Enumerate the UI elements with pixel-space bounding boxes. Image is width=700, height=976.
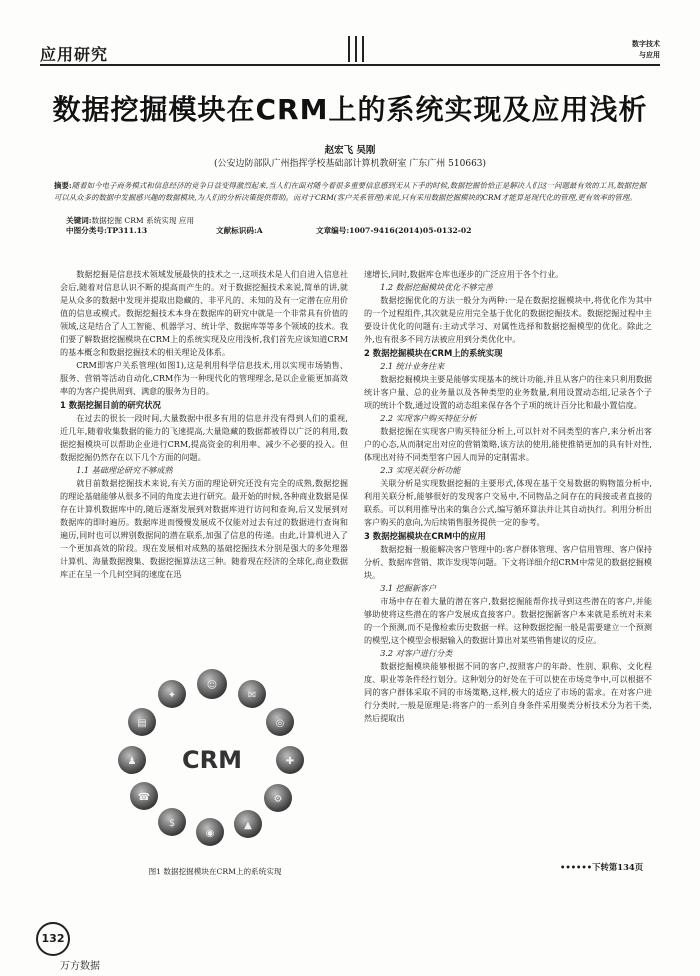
paragraph: 速增长,同时,数据库仓库也逐步的广泛应用于各个行业。 [364,269,564,279]
paragraph: 在过去的很长一段时间,大量数据中很多有用的信息并没有得到人们的重视,近几年,随着收集数据的能力的飞速提高,大量隐藏的数据都被得以广泛的利用,数据挖掘模块可以帮助企业进行CRM,提高资金的利用率、减少不必要的投入。但数据挖掘仍然存在以下几个方面的问题。 [60,413,348,462]
journal-logo-line2: 与应用 [639,50,660,59]
subsection-heading: 2.1 统计业务往来 [380,361,445,371]
page-number: 132 [36,922,70,956]
svg-text:◉: ◉ [205,828,215,839]
section-heading: 2 数据挖掘模块在CRM上的系统实现 [364,348,503,358]
svg-text:✦: ✦ [167,690,177,701]
classification-line [66,225,646,245]
abstract-text: 随着如今电子商务模式和信息经济的竞争日益变得激烈起来,当人们在面对随今着很多重要信息感到无从下手的时候,数据挖掘恰恰正是解决人们这一问题最有效的工具,数据挖掘可以从众多的数据中发掘感兴趣的数据模块,为人们的分析决策提供帮助。而对于CRM(客户关系管理)来说,只有采用数据挖掘模块的CRM才能算是现代化的管理,更有效率的管理。 [54,181,646,202]
paragraph: 就目前数据挖掘技术来说,有关方面的理论研究还没有完全的成熟,数据挖掘的理论基础能够从很多不同的角度去进行研究。最开始的时候,各种商业数据是保存在计算机数据库中的,随后逐渐发展到对数据库进行访问和查询,后又发展到对数据库的即时遍历。数据库进而慢慢发展成不仅能对过去有过的数据进行查询和遍历,同时也可以辨别数据间的潜在联系,加强了信息的传递。由此,计算机进入了一个更加高效的阶段。现在发展相对成熟的基础挖掘技术分别是强大的多处理器计算机、海量数据搜集、数据挖掘算法这三种。随着现在经济的全球化,商业数据库正在呈一个几何空间的速度在迅 [60,478,348,579]
subsection-heading: 1.2 数据挖掘模块优化不够完善 [380,282,493,292]
subsection-heading: 1.1 基础理论研究不够成熟 [76,465,173,475]
paragraph: 数据挖掘优化的方法一般分为两种:一是在数据挖掘模块中,将优化作为其中的一个过程组件,其次就是应用完全基于优化的数据挖掘技术。数据挖掘过程中主要设计优化的问题有:主动式学习、对属性选择和数据挖掘模型的优化。除此之外,也有很多不同方法被应用到分类优化中。 [364,295,652,344]
abstract [54,180,646,203]
svg-text:◎: ◎ [275,718,285,729]
abstract-label: 摘要: [54,181,72,190]
subsection-heading: 3.2 对客户进行分类 [380,648,453,658]
svg-text:♟: ♟ [127,756,137,767]
crm-center-label: CRM [182,746,242,774]
clc-number: 中图分类号:TP311.13 [66,226,148,235]
svg-text:▲: ▲ [244,820,252,831]
paragraph: 数据挖掘在实现客户购买特征分析上,可以针对不同类型的客户,来分析出客户的心态,从而制定出对应的营销策略,该方法的使用,能使推销更加的具有针对性,体现出对待不同类型客户因人而异的定制需求。 [364,426,652,462]
header-bars-ornament [348,36,364,62]
subsection-heading: 3.1 挖掘新客户 [380,583,437,593]
section-name: 应用研究 [40,45,109,64]
paragraph: 数据挖掘模块能够根据不同的客户,按照客户的年龄、性别、职称、文化程度、职业等条件经行划分。这种划分的好处在于可以使在市场竞争中,可以根据不同的客户群体采取不同的市场策略,这样,极大的适应了市场的需求。在对客户进行分类时,一般是原理是:将客户的一系列自身条件采用聚类分析技术分为若干类,然后提取出 [364,661,652,723]
paragraph: 数据挖掘一般能解决客户管理中的:客户群体管理、客户信用管理、客户保持分析、数据库营销、欺诈发现等问题。下文将详细介绍CRM中常见的数据挖掘模块。 [364,544,652,580]
paragraph: CRM即客户关系管理(如图1),这是利用科学信息技术,用以实现市场销售、服务、营销等活动自动化,CRM作为一种现代化的管理理念,是以企业能更加高效率的为客户提供周到、满意的服务为目的。 [60,360,348,396]
subsection-heading: 2.3 实现关联分析功能 [380,465,461,475]
figure-caption: 图1 数据挖掘模块在CRM上的系统实现 [148,867,282,876]
authors: 赵宏飞 吴刚 [324,145,376,156]
subsection-heading: 2.2 实现客户购买特征分析 [380,413,477,423]
database-watermark: 万方数据 [60,961,100,972]
paragraph: 市场中存在着大量的潜在客户,数据挖掘能帮你找寻到这些潜在的客户,并能够助使将这些潜在的客户发展成直接客户。数据挖掘新客户本来就是系统对未来的一个预测,而不是像检索历史数据一样。这种数据挖掘一般是需要建立一个预测的模型,这个模型会根据输入的数据计算出对某些销售建议的反应。 [364,596,652,645]
continued-note: ••••••下转第134页 [560,862,644,872]
left-column [60,268,348,581]
section-heading: 1 数据挖掘目前的研究状况 [60,400,161,410]
header-rule [40,64,660,66]
article-number: 文章编号:1007-9416(2014)05-0132-02 [316,226,472,235]
svg-text:☺: ☺ [206,680,218,691]
document-code: 文献标识码:A [216,226,263,235]
paragraph: 数据挖掘模块主要是能够实现基本的统计功能,并且从客户的往来只利用数据统计客户量、总的业务量以及各种类型的业务数量,利用设置动态组,记录各个子项的统计个数,通过设置的动态组来保存各个子项的统计百分比和最小置信度。 [364,374,652,410]
journal-logo [598,38,660,64]
svg-text:✉: ✉ [247,690,257,701]
svg-text:☎: ☎ [137,792,151,803]
keywords-label: 关键词: [66,216,92,225]
paragraph: 数据挖掘是信息技术领域发展最快的技术之一,这项技术是人们自进入信息社会后,随着对信息认识不断的提高而产生的。对于数据挖掘技术来说,简单的讲,就是从众多的数据中发现并提取出隐藏的、非平凡的、未知的及有一定潜在应用价值的信息或模式。数据挖掘技术本身在数据库的研究中就是一个非常具有价值的领域,这是结合了人工智能、机器学习、统计学、数据库等等多个领域的技术。我们要了解数据挖掘模块在CRM上的系统实现及应用浅析,我们首先应该知道CRM的基本概念和数据挖掘技术的相关理论及体系。 [60,269,348,357]
affiliation: (公安边防部队广州指挥学校基础部计算机教研室 广东广州 510663) [213,159,487,169]
section-heading: 3 数据挖掘模块在CRM中的应用 [364,531,486,541]
keywords-text: 数据挖掘 CRM 系统实现 应用 [91,216,195,225]
svg-text:▤: ▤ [137,718,147,729]
paragraph: 关联分析是实现数据挖掘的主要形式,体现在基于交易数据的购物篮分析中,利用关联分析,能够很好的发现客户交易中,不同物品之间存在的间接或者直接的联系。可以利用推导出来的集合公式,编写循环算法并让其自动执行。利用分析出客户购买的意向,为后续销售服务提供一定的参考。 [364,478,652,527]
svg-text:⚙: ⚙ [273,794,283,805]
right-column [364,268,652,725]
journal-logo-line1: 数字技术 [632,39,660,48]
running-header [40,36,660,68]
crm-figure [102,656,322,852]
article-title: 数据挖掘模块在CRM上的系统实现及应用浅析 [52,93,648,126]
svg-text:$: $ [168,818,176,829]
svg-text:✚: ✚ [285,756,295,767]
